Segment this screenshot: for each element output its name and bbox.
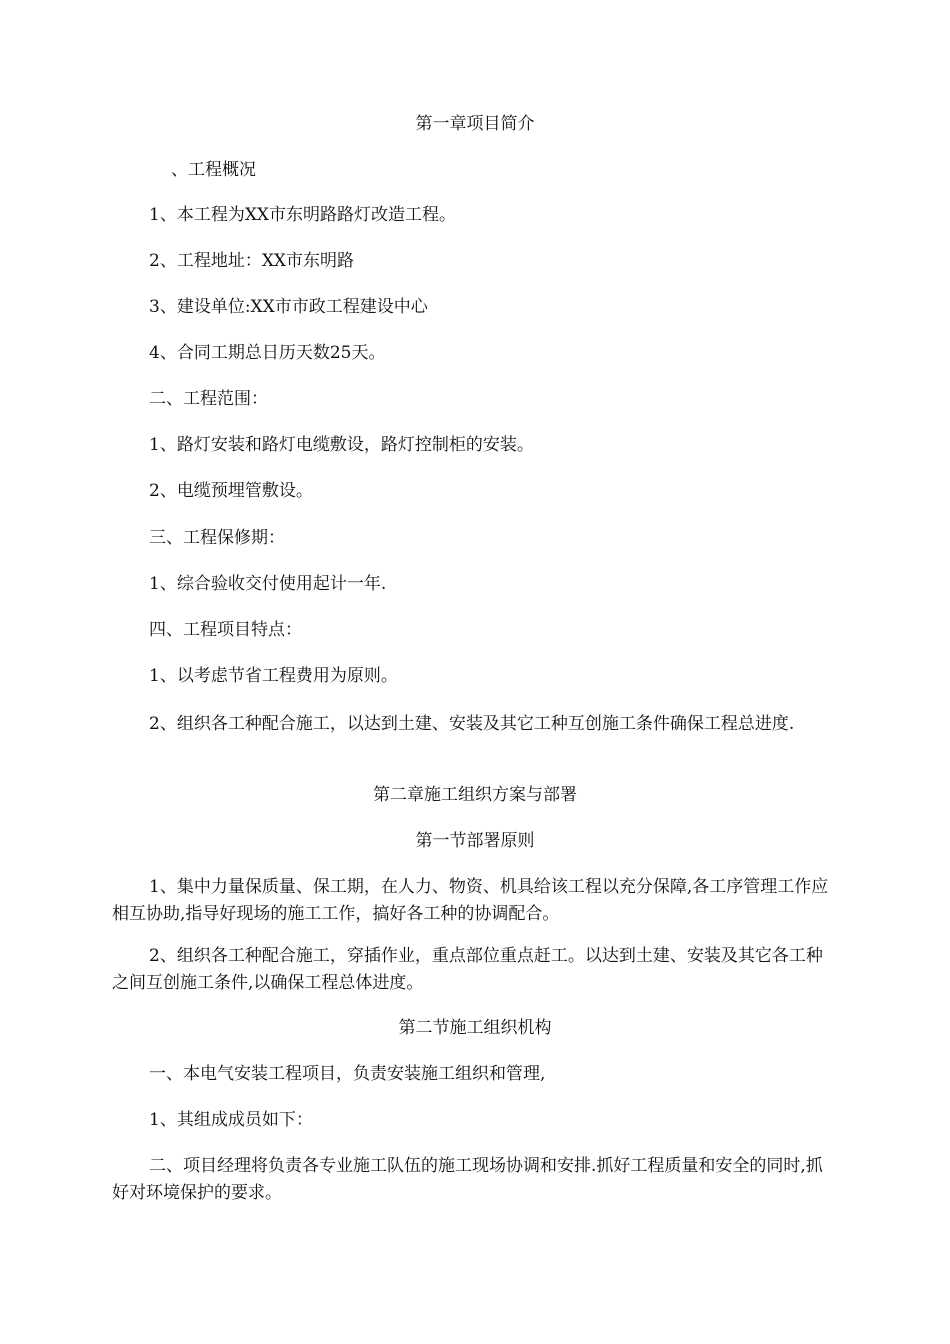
organization-paragraph: 二、项目经理将负责各专业施工队伍的施工现场协调和安排.抓好工程质量和安全的同时,抓好对环境保护的要求。 (112, 1156, 823, 1203)
section-warranty-heading: 三、工程保修期： (149, 528, 285, 548)
overview-item: 4、合同工期总日历天数25天。 (149, 343, 386, 363)
chapter-1-title: 第一章项目简介 (415, 114, 535, 134)
section-features-heading: 四、工程项目特点： (149, 620, 302, 640)
scope-item: 2、电缆预埋管敷设。 (149, 481, 313, 501)
features-paragraph: 2、组织各工种配合施工，以达到土建、安装及其它工种互创施工条件确保工程总进度. (149, 714, 795, 734)
section-1-title: 第一节部署原则 (415, 831, 535, 851)
scope-item: 1、路灯安装和路灯电缆敷设，路灯控制柜的安装。 (149, 435, 534, 455)
warranty-item: 1、综合验收交付使用起计一年. (149, 574, 387, 594)
organization-item: 一、本电气安装工程项目，负责安装施工组织和管理, (149, 1064, 546, 1084)
section-scope-heading: 二、工程范围： (149, 389, 268, 409)
overview-item: 3、建设单位:XX市市政工程建设中心 (149, 297, 428, 317)
principle-paragraph: 2、组织各工种配合施工，穿插作业，重点部位重点赶工。以达到土建、安装及其它各工种之间互创施工条件,以确保工程总体进度。 (112, 946, 823, 993)
organization-item: 1、其组成成员如下： (149, 1110, 313, 1130)
section-2-title: 第二节施工组织机构 (398, 1018, 552, 1038)
chapter-2-title: 第二章施工组织方案与部署 (373, 785, 577, 805)
section-overview-heading: 、工程概况 (171, 160, 256, 180)
overview-item: 2、工程地址：XX市东明路 (149, 251, 355, 271)
features-item: 1、以考虑节省工程费用为原则。 (149, 666, 398, 686)
overview-item: 1、本工程为XX市东明路路灯改造工程。 (149, 205, 457, 225)
principle-paragraph: 1、集中力量保质量、保工期，在人力、物资、机具给该工程以充分保障,各工序管理工作应相互协助,指导好现场的施工工作，搞好各工种的协调配合。 (112, 877, 829, 924)
